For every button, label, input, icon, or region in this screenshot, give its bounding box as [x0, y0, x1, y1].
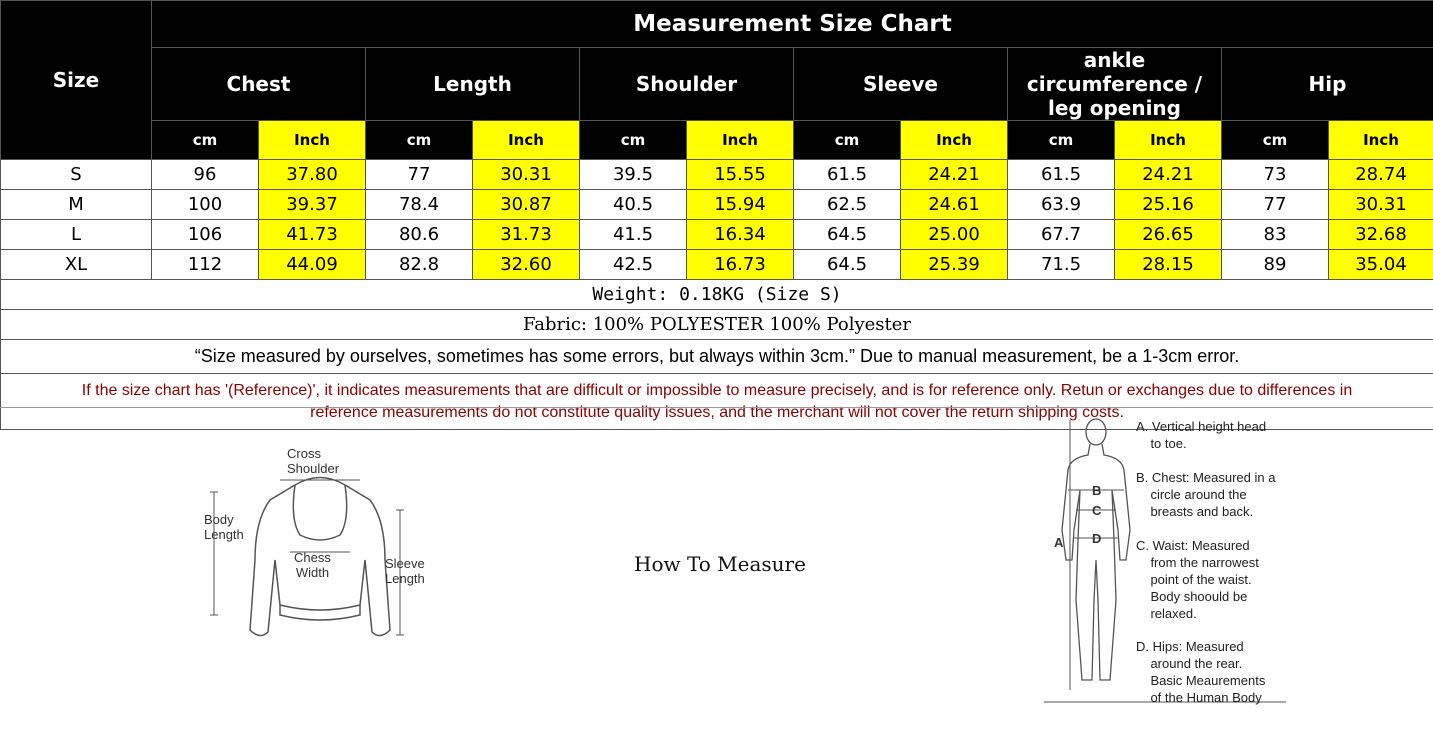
sleeve-length-label: Sleeve Length — [385, 556, 425, 586]
unit-inch: Inch — [259, 121, 366, 160]
group-hip: Hip — [1222, 48, 1433, 121]
cm-value-cell: 61.5 — [1008, 160, 1115, 190]
size-cell: S — [1, 160, 152, 190]
table-row — [1, 220, 1433, 250]
letter-a: A — [1054, 535, 1063, 550]
measure-item-a: A. Vertical height head to toe. — [1136, 418, 1266, 452]
inch-value-cell: 35.04 — [1329, 250, 1433, 280]
weight-note: Weight: 0.18KG (Size S) — [1, 280, 1433, 310]
unit-inch: Inch — [473, 121, 580, 160]
cross-shoulder-label: Cross Shoulder — [287, 446, 339, 476]
table-row — [1, 250, 1433, 280]
inch-value-cell: 39.37 — [259, 190, 366, 220]
body-length-label: Body Length — [204, 512, 244, 542]
measure-item-b: B. Chest: Measured in a circle around the breasts and back. — [1136, 469, 1275, 520]
inch-value-cell: 30.31 — [1329, 190, 1433, 220]
cm-value-cell: 77 — [1222, 190, 1329, 220]
fabric-note: Fabric: 100% POLYESTER 100% Polyester — [1, 310, 1433, 340]
measure-item-c: C. Waist: Measured from the narrowest point of the waist. Body shoould be relaxed. — [1136, 537, 1259, 622]
table-row — [1, 190, 1433, 220]
cm-value-cell: 64.5 — [794, 220, 901, 250]
cm-value-cell: 63.9 — [1008, 190, 1115, 220]
letter-c: C — [1092, 503, 1101, 518]
inch-value-cell: 37.80 — [259, 160, 366, 190]
cm-value-cell: 61.5 — [794, 160, 901, 190]
inch-value-cell: 30.87 — [473, 190, 580, 220]
cm-value-cell: 89 — [1222, 250, 1329, 280]
cm-value-cell: 83 — [1222, 220, 1329, 250]
inch-value-cell: 16.34 — [687, 220, 794, 250]
cm-value-cell: 106 — [152, 220, 259, 250]
letter-d: D — [1092, 531, 1101, 546]
cm-value-cell: 80.6 — [366, 220, 473, 250]
size-header: Size — [1, 1, 152, 160]
inch-value-cell: 28.74 — [1329, 160, 1433, 190]
group-shoulder: Shoulder — [580, 48, 794, 121]
chart-title: Measurement Size Chart — [152, 1, 1433, 48]
inch-value-cell: 25.39 — [901, 250, 1008, 280]
unit-inch: Inch — [901, 121, 1008, 160]
unit-cm: cm — [366, 121, 473, 160]
inch-value-cell: 25.00 — [901, 220, 1008, 250]
cm-value-cell: 71.5 — [1008, 250, 1115, 280]
inch-value-cell: 15.94 — [687, 190, 794, 220]
inch-value-cell: 24.21 — [901, 160, 1008, 190]
cm-value-cell: 40.5 — [580, 190, 687, 220]
inch-value-cell: 15.55 — [687, 160, 794, 190]
reference-note-line1: If the size chart has '(Reference)', it indicates measurements that are difficult or impossible to measure precisely, and is for reference only. Retun or exchanges due to differences in — [1, 380, 1433, 402]
cm-value-cell: 78.4 — [366, 190, 473, 220]
cm-value-cell: 77 — [366, 160, 473, 190]
inch-value-cell: 24.61 — [901, 190, 1008, 220]
unit-cm: cm — [794, 121, 901, 160]
inch-value-cell: 31.73 — [473, 220, 580, 250]
inch-value-cell: 44.09 — [259, 250, 366, 280]
group-length: Length — [366, 48, 580, 121]
cm-value-cell: 100 — [152, 190, 259, 220]
inch-value-cell: 25.16 — [1115, 190, 1222, 220]
size-cell: XL — [1, 250, 152, 280]
unit-cm: cm — [1222, 121, 1329, 160]
inch-value-cell: 30.31 — [473, 160, 580, 190]
unit-inch: Inch — [687, 121, 794, 160]
unit-cm: cm — [580, 121, 687, 160]
unit-cm: cm — [152, 121, 259, 160]
unit-inch: Inch — [1329, 121, 1433, 160]
unit-inch: Inch — [1115, 121, 1222, 160]
cm-value-cell: 62.5 — [794, 190, 901, 220]
inch-value-cell: 32.68 — [1329, 220, 1433, 250]
chest-width-label: Chess Width — [294, 550, 331, 580]
measured-note: “Size measured by ourselves, sometimes has some errors, but always within 3cm.” Due to manual measurement, be a 1-3cm error. — [1, 340, 1433, 374]
cm-value-cell: 112 — [152, 250, 259, 280]
inch-value-cell: 28.15 — [1115, 250, 1222, 280]
unit-cm: cm — [1008, 121, 1115, 160]
cm-value-cell: 67.7 — [1008, 220, 1115, 250]
how-to-measure-label: How To Measure — [634, 552, 806, 576]
inch-value-cell: 26.65 — [1115, 220, 1222, 250]
cm-value-cell: 39.5 — [580, 160, 687, 190]
inch-value-cell: 16.73 — [687, 250, 794, 280]
cm-value-cell: 41.5 — [580, 220, 687, 250]
cm-value-cell: 73 — [1222, 160, 1329, 190]
table-row — [1, 160, 1433, 190]
group-chest: Chest — [152, 48, 366, 121]
inch-value-cell: 41.73 — [259, 220, 366, 250]
group-sleeve: Sleeve — [794, 48, 1008, 121]
reference-note-line2: reference measurements do not constitute quality issues, and the merchant will not cover the return shipping costs. — [1, 402, 1433, 424]
letter-b: B — [1092, 483, 1101, 498]
size-cell: L — [1, 220, 152, 250]
measure-item-d: D. Hips: Measured around the rear. Basic Meaurements of the Human Body — [1136, 638, 1265, 706]
group-ankle: ankle circumference / leg opening — [1008, 48, 1222, 121]
cm-value-cell: 82.8 — [366, 250, 473, 280]
cm-value-cell: 64.5 — [794, 250, 901, 280]
cm-value-cell: 42.5 — [580, 250, 687, 280]
size-cell: M — [1, 190, 152, 220]
inch-value-cell: 32.60 — [473, 250, 580, 280]
cm-value-cell: 96 — [152, 160, 259, 190]
inch-value-cell: 24.21 — [1115, 160, 1222, 190]
